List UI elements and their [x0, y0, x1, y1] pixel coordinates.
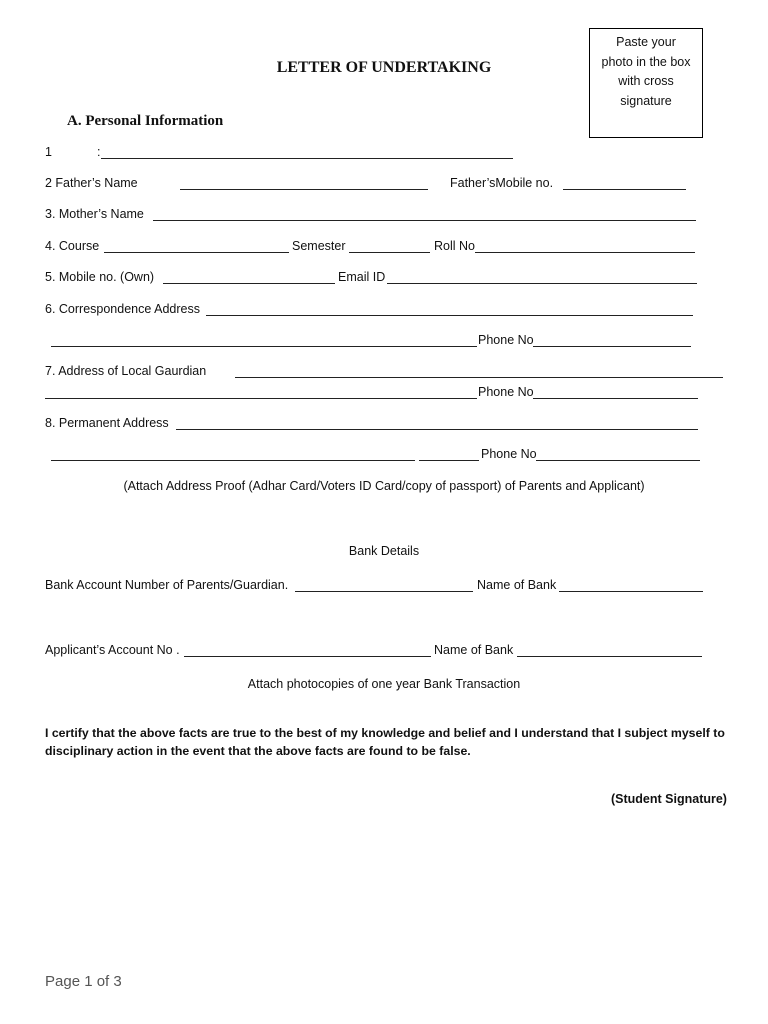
address-proof-note: (Attach Address Proof (Adhar Card/Voters ID Card/copy of passport) of Parents and Applicant) [123, 479, 645, 493]
document-title: LETTER OF UNDERTAKING [276, 59, 492, 76]
local-guardian-address-input-line-2[interactable] [45, 398, 477, 399]
field-1-input-line[interactable] [101, 158, 513, 159]
own-mobile-input-line[interactable] [163, 283, 335, 284]
photo-box-line: signature [620, 93, 672, 108]
correspondence-phone-label: Phone No [478, 333, 534, 347]
parent-bank-name-label: Name of Bank [477, 578, 557, 592]
page-number: Page 1 of 3 [45, 973, 122, 990]
applicant-account-input-line[interactable] [184, 656, 431, 657]
permanent-phone-input-line[interactable] [536, 460, 700, 461]
field-1-number: 1 [45, 145, 52, 159]
bank-transaction-note: Attach photocopies of one year Bank Transaction [247, 677, 521, 691]
bank-details-heading: Bank Details [348, 544, 420, 558]
applicant-bank-name-input-line[interactable] [517, 656, 702, 657]
photo-box-line: Paste your [616, 35, 676, 49]
local-guardian-phone-input-line[interactable] [533, 398, 698, 399]
parent-bank-name-input-line[interactable] [559, 591, 703, 592]
roll-no-input-line[interactable] [475, 252, 695, 253]
fathers-mobile-label: Father’sMobile no. [450, 176, 554, 190]
permanent-address-input-line-3[interactable] [419, 460, 479, 461]
correspondence-phone-input-line[interactable] [533, 346, 691, 347]
local-guardian-phone-label: Phone No [478, 385, 534, 399]
local-guardian-address-input-line[interactable] [235, 377, 723, 378]
correspondence-address-label: 6. Correspondence Address [45, 302, 200, 316]
permanent-address-input-line-2[interactable] [51, 460, 415, 461]
applicant-account-label: Applicant’s Account No . [45, 643, 180, 657]
certification-line-1: I certify that the above facts are true to the best of my knowledge and belief and I understand that I subject myself to [45, 726, 725, 740]
correspondence-address-input-line-2[interactable] [51, 346, 477, 347]
course-input-line[interactable] [104, 252, 289, 253]
email-input-line[interactable] [387, 283, 697, 284]
own-mobile-label: 5. Mobile no. (Own) [45, 270, 155, 284]
local-guardian-address-label: 7. Address of Local Gaurdian [45, 364, 207, 378]
email-label: Email ID [338, 270, 386, 284]
photo-box-line: with cross [618, 74, 674, 88]
fathers-mobile-input-line[interactable] [563, 189, 686, 190]
section-heading-personal: A. Personal Information [67, 113, 224, 129]
fathers-name-label: 2 Father’s Name [45, 176, 138, 190]
photo-paste-box [589, 28, 703, 138]
permanent-address-label: 8. Permanent Address [45, 416, 169, 430]
semester-label: Semester [292, 239, 346, 253]
permanent-phone-label: Phone No [481, 447, 537, 461]
certification-line-2: disciplinary action in the event that the above facts are found to be false. [45, 744, 471, 758]
course-label: 4. Course [45, 239, 100, 253]
student-signature-label: (Student Signature) [611, 792, 727, 806]
parent-account-label: Bank Account Number of Parents/Guardian. [45, 578, 289, 592]
permanent-address-input-line[interactable] [176, 429, 698, 430]
correspondence-address-input-line[interactable] [206, 315, 693, 316]
roll-no-label: Roll No [434, 239, 475, 253]
parent-account-input-line[interactable] [295, 591, 473, 592]
mothers-name-input-line[interactable] [153, 220, 696, 221]
photo-box-line: photo in the box [601, 54, 691, 69]
semester-input-line[interactable] [349, 252, 430, 253]
applicant-bank-name-label: Name of Bank [434, 643, 514, 657]
field-1-colon: : [97, 145, 101, 159]
mothers-name-label: 3. Mother’s Name [45, 207, 144, 221]
fathers-name-input-line[interactable] [180, 189, 428, 190]
